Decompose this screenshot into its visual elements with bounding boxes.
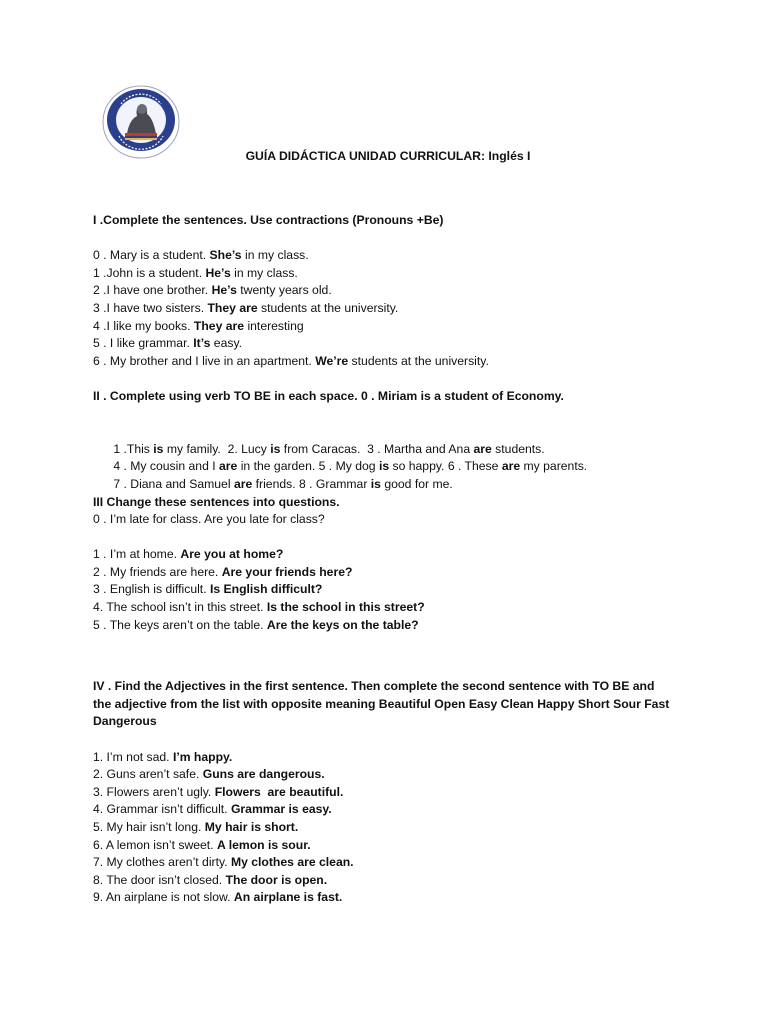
section-3-heading: III Change these sentences into questions. <box>93 494 340 509</box>
section-1-heading: I .Complete the sentences. Use contractions (Pronouns +Be) <box>93 213 444 227</box>
list-item: 0 . Mary is a student. She’s in my class. <box>93 248 309 263</box>
list-item: 2 .I have one brother. He’s twenty years old. <box>93 283 332 298</box>
page-title: GUÍA DIDÁCTICA UNIDAD CURRICULAR: Inglés I <box>245 149 531 163</box>
document-body <box>93 212 673 907</box>
section-2-line-1: 1 .This is my family. 2. Lucy is from Caracas. 3 . Martha and Ana are students. <box>113 441 545 456</box>
list-item: 4. Grammar isn’t difficult. Grammar is easy. <box>93 802 332 817</box>
section-1-list <box>93 247 673 370</box>
list-item: 1 .John is a student. He’s in my class. <box>93 265 298 280</box>
list-item: 6. A lemon isn’t sweet. A lemon is sour. <box>93 837 311 852</box>
list-item: 6 . My brother and I live in an apartment. We’re students at the university. <box>93 353 489 368</box>
list-item: 3 .I have two sisters. They are students at the university. <box>93 300 399 315</box>
list-item: 1. I’m not sad. I’m happy. <box>93 749 233 764</box>
list-item: 3. Flowers aren’t ugly. Flowers are beautiful. <box>93 784 344 799</box>
section-2-line-2: 4 . My cousin and I are in the garden. 5 . My dog is so happy. 6 . These are my parents. <box>113 459 588 474</box>
list-item: 4. The school isn’t in this street. Is the school in this street? <box>93 600 425 615</box>
section-3-list <box>93 546 673 634</box>
list-item: 9. An airplane is not slow. An airplane is fast. <box>93 890 343 905</box>
list-item: 2. Guns aren’t safe. Guns are dangerous. <box>93 767 325 782</box>
list-item: 8. The door isn’t closed. The door is open. <box>93 872 328 887</box>
list-item: 2 . My friends are here. Are your friends here? <box>93 564 353 579</box>
section-2-line-3: 7 . Diana and Samuel are friends. 8 . Grammar is good for me. <box>113 476 453 491</box>
list-item: 3 . English is difficult. Is English difficult? <box>93 582 323 597</box>
list-item: 5 . I like grammar. It’s easy. <box>93 336 243 351</box>
section-4-list <box>93 749 673 907</box>
list-item: 5 . The keys aren’t on the table. Are the keys on the table? <box>93 617 419 632</box>
list-item: 1 . I’m at home. Are you at home? <box>93 547 284 562</box>
section-3-example: 0 . I’m late for class. Are you late for class? <box>93 512 325 527</box>
list-item: 5. My hair isn’t long. My hair is short. <box>93 820 299 834</box>
list-item: 4 .I like my books. They are interesting <box>93 318 304 333</box>
list-item: 7. My clothes aren’t dirty. My clothes are clean. <box>93 855 354 870</box>
section-4-heading: IV . Find the Adjectives in the first sentence. Then complete the second sentence with TO BE and the adjective from the list with opposite meaning Beautiful Open Easy Clean Happy Short Sour Fast Dangerous <box>93 679 670 729</box>
section-2-heading: II . Complete using verb TO BE in each space. 0 . Miriam is a student of Economy. <box>93 388 564 403</box>
